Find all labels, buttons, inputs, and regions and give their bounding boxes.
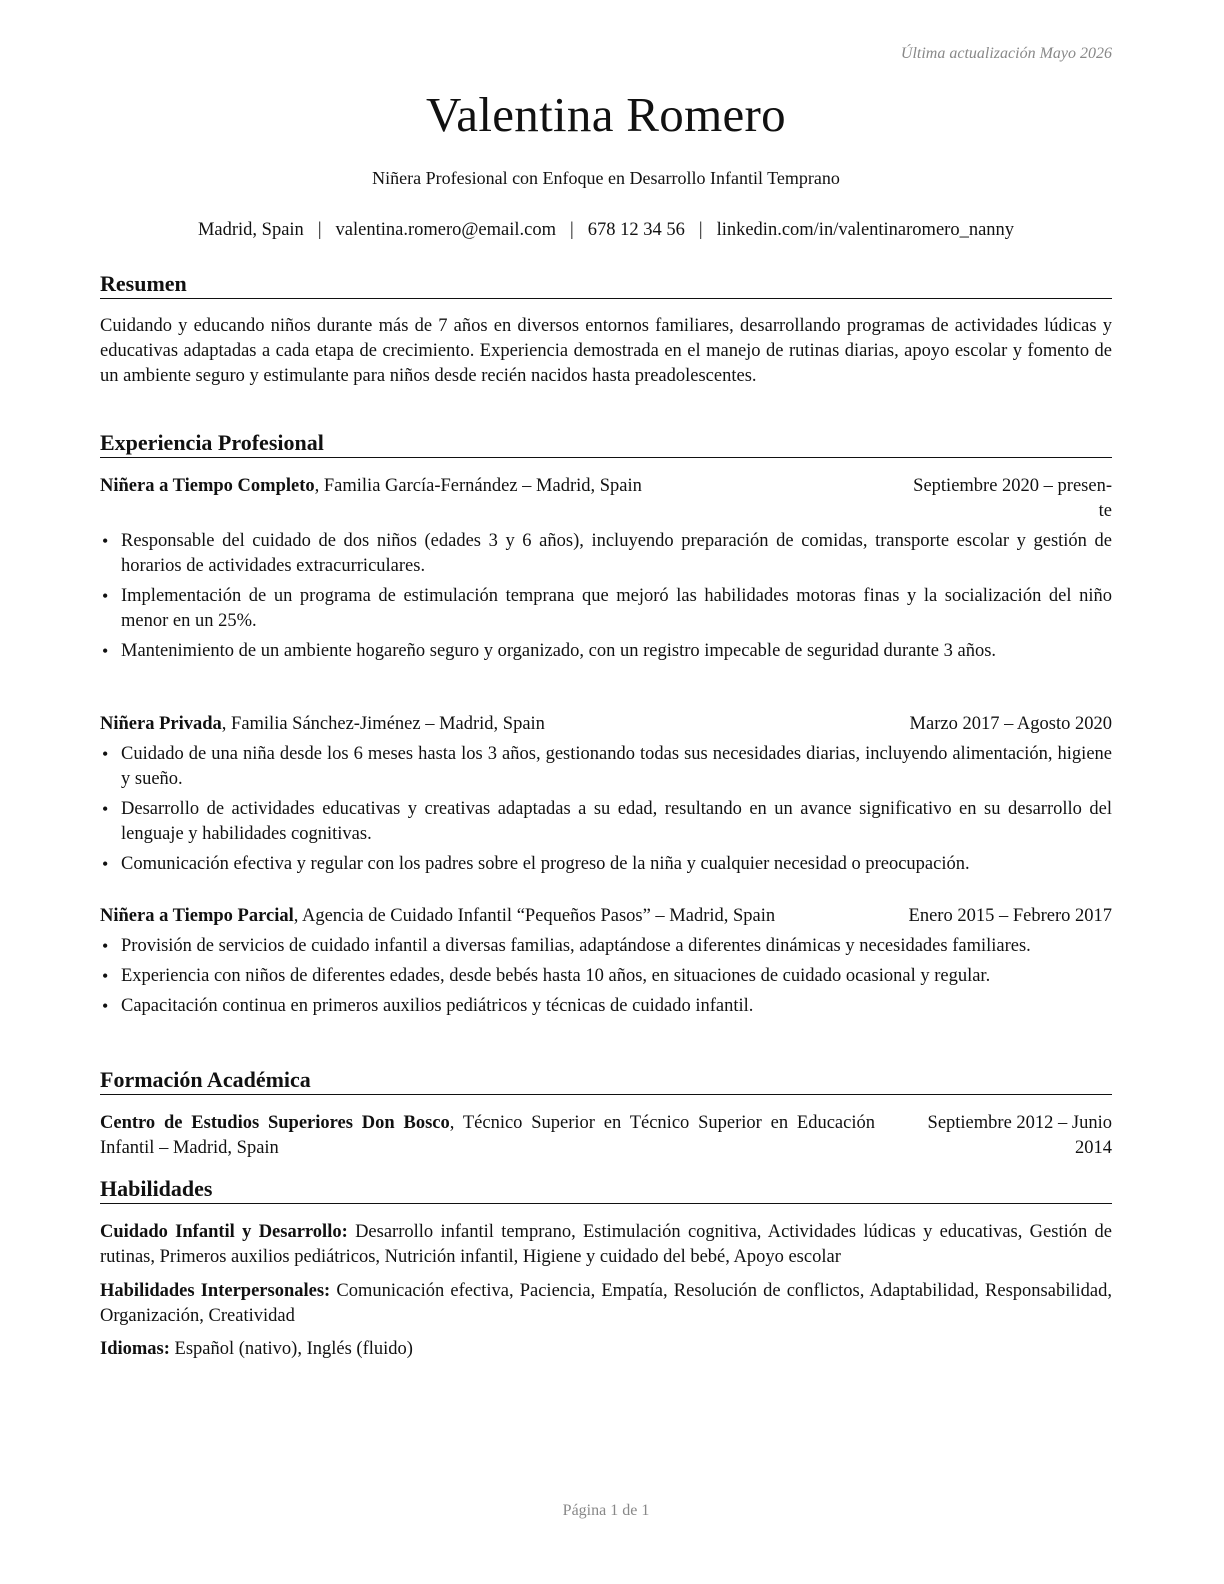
last-updated: Última actualización Mayo 2026 [900,45,1112,62]
contact-linkedin[interactable]: linkedin.com/in/valentinaromero_nanny [716,220,1015,240]
list-item: • Experiencia con niños de diferentes edades, desde bebés hasta 10 años, en situaciones de cuidado ocasional y regular. [100,964,1112,989]
job-header [100,474,1112,524]
skill-text: Español (nativo), Inglés (fluido) [169,1339,413,1359]
skill-group [100,1337,1112,1362]
section-title-summary: Resumen [100,271,1112,299]
list-item: • Responsable del cuidado de dos niños (edades 3 y 6 años), incluyendo preparación de comidas, transporte escolar y gestión de horarios de actividades extracurriculares. [100,529,1112,579]
list-item: • Implementación de un programa de estimulación temprana que mejoró las habilidades motoras finas y la socialización del niño menor en un 25%. [100,584,1112,634]
contact-separator: | [570,220,574,240]
job-title-line [100,904,775,929]
job-bullets [100,529,1112,669]
job-role: Niñera Privada [100,714,222,734]
list-item: • Desarrollo de actividades educativas y creativas adaptadas a su edad, resultando en un avance significativo en su desarrollo del lenguaje y habilidades cognitivas. [100,797,1112,847]
candidate-subtitle: Niñera Profesional con Enfoque en Desarrollo Infantil Temprano [372,168,840,188]
job-employer: , Agencia de Cuidado Infantil “Pequeños Pasos” – Madrid, Spain [293,906,776,926]
skill-text: Desarrollo infantil temprano, Estimulación cognitiva, Actividades lúdicas y educativas, Gestión de rutinas, Primeros auxilios pediátricos, Nutrición infantil, Higiene y cuidado del bebé, Apoyo escolar [100,1222,1113,1267]
skill-text: Comunicación efectiva, Paciencia, Empatía, Resolución de conflictos, Adaptabilidad, Responsabilidad, Organización, Creatividad [100,1281,1112,1326]
education-dates-line1: Septiembre 2012 – Junio [927,1113,1112,1133]
education-entry [100,1111,1112,1161]
job-role: Niñera a Tiempo Parcial [100,906,294,926]
list-item: • Provisión de servicios de cuidado infantil a diversas familias, adaptándose a diferentes dinámicas y necesidades familiares. [100,934,1112,959]
resume-page [100,0,1112,1584]
section-title-education: Formación Académica [100,1067,1112,1095]
list-item: • Cuidado de una niña desde los 6 meses hasta los 3 años, gestionando todas sus necesidades diarias, incluyendo alimentación, higiene y sueño. [100,742,1112,792]
contact-phone[interactable]: 678 12 34 56 [587,220,685,240]
education-dates [877,1111,1112,1161]
job-employer: , Familia García-Fernández – Madrid, Spain [314,476,642,496]
list-item: • Mantenimiento de un ambiente hogareño seguro y organizado, con un registro impecable de seguridad durante 3 años. [100,639,1112,664]
summary-text: Cuidando y educando niños durante más de 7 años en diversos entornos familiares, desarrollando programas de actividades lúdicas y educativas adaptadas a cada etapa de crecimiento. Experiencia demostrada en el manejo de rutinas diarias, apoyo escolar y fomento de un ambiente seguro y estimulante para niños desde recién nacidos hasta preadolescentes. [100,316,1112,386]
education-text [100,1111,875,1161]
section-title-skills: Habilidades [100,1176,1112,1204]
job-bullets [100,934,1112,1024]
job-dates: Marzo 2017 – Agosto 2020 [909,714,1112,734]
education-dates-line2: 2014 [1075,1138,1112,1158]
education-degree: , Técnico Superior en Técnico Superior en Educación Infantil – Madrid, Spain [100,1113,875,1158]
job-role: Niñera a Tiempo Completo [100,476,315,496]
education-institution: Centro de Estudios Superiores Don Bosco [100,1113,450,1133]
job-dates: Enero 2015 – Febrero 2017 [908,906,1112,926]
job-dates-line1: Septiembre 2020 – presen- [913,476,1112,496]
contact-email[interactable]: valentina.romero@email.com [335,220,556,240]
skill-label: Idiomas: [100,1339,170,1359]
list-item: • Capacitación continua en primeros auxilios pediátricos y técnicas de cuidado infantil. [100,994,1112,1019]
section-title-experience: Experiencia Profesional [100,430,1112,458]
skill-label: Habilidades Interpersonales: [100,1281,331,1301]
job-bullets [100,742,1112,882]
job-dates-line2: te [1098,501,1112,521]
page-number: Página 1 de 1 [562,1502,650,1519]
job-dates [913,474,1112,524]
job-header [100,712,1112,737]
contact-separator: | [317,220,322,240]
job-employer: , Familia Sánchez-Jiménez – Madrid, Spain [221,714,545,734]
skill-label: Cuidado Infantil y Desarrollo: [100,1222,348,1242]
job-title-line [100,474,642,499]
job-title-line [100,712,545,737]
skill-group [100,1220,1112,1270]
candidate-name: Valentina Romero [426,87,786,142]
skill-group [100,1279,1112,1329]
job-header [100,904,1112,929]
contact-line [100,220,1112,241]
contact-location: Madrid, Spain [197,220,304,240]
list-item: • Comunicación efectiva y regular con los padres sobre el progreso de la niña y cualquier necesidad o preocupación. [100,852,1112,877]
contact-separator: | [698,220,703,240]
